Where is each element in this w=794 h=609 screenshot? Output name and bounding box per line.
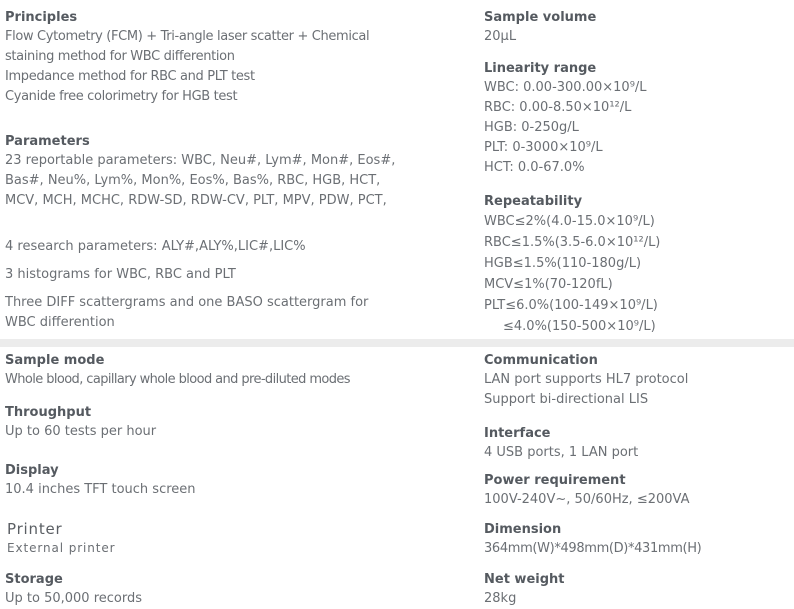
- principles-line: Flow Cytometry (FCM) + Tri-angle laser scatter + Chemical: [5, 29, 370, 44]
- repeatability-section: [484, 193, 660, 337]
- display-section: [5, 462, 196, 500]
- throughput-title: Throughput: [5, 405, 92, 420]
- communication-line: Support bi-directional LIS: [484, 392, 649, 407]
- principles-line: staining method for WBC differention: [5, 49, 235, 64]
- repeatability-line: PLT≤6.0%(100-149×10⁹/L): [484, 298, 658, 313]
- linearity-section: [484, 60, 647, 178]
- communication-line: LAN port supports HL7 protocol: [484, 372, 689, 387]
- printer-title: Printer: [7, 520, 63, 538]
- net-weight-title: Net weight: [484, 572, 565, 587]
- linearity-line: HCT: 0.0-67.0%: [484, 160, 585, 175]
- display-title: Display: [5, 463, 59, 478]
- sample-mode-value: Whole blood, capillary whole blood and pre-diluted modes: [5, 372, 350, 387]
- interface-title: Interface: [484, 426, 551, 441]
- power-section: [484, 472, 690, 510]
- dimension-title: Dimension: [484, 522, 562, 537]
- storage-title: Storage: [5, 572, 63, 587]
- linearity-line: WBC: 0.00-300.00×10⁹/L: [484, 80, 647, 95]
- histograms: [5, 265, 236, 285]
- parameters-line: MCV, MCH, MCHC, RDW-SD, RDW-CV, PLT, MPV, PDW, PCT,: [5, 193, 387, 208]
- throughput-section: [5, 404, 156, 442]
- principles-line: Impedance method for RBC and PLT test: [5, 69, 255, 84]
- communication-title: Communication: [484, 353, 598, 368]
- linearity-line: HGB: 0-250g/L: [484, 120, 579, 135]
- repeatability-line: RBC≤1.5%(3.5-6.0×10¹²/L): [484, 235, 661, 250]
- repeatability-line: WBC≤2%(4.0-15.0×10⁹/L): [484, 214, 655, 229]
- scattergrams: [5, 293, 368, 333]
- throughput-value: Up to 60 tests per hour: [5, 424, 157, 439]
- sample-volume-section: [484, 9, 596, 47]
- linearity-title: Linearity range: [484, 61, 597, 76]
- principles-line: Cyanide free colorimetry for HGB test: [5, 89, 238, 104]
- interface-section: [484, 425, 638, 463]
- interface-value: 4 USB ports, 1 LAN port: [484, 445, 639, 460]
- parameters-line: 23 reportable parameters: WBC, Neu#, Lym#, Mon#, Eos#,: [5, 153, 396, 168]
- net-weight-value: 28kg: [484, 591, 517, 606]
- communication-section: [484, 352, 688, 410]
- net-weight-section: [484, 571, 565, 609]
- linearity-line: RBC: 0.00-8.50×10¹²/L: [484, 100, 632, 115]
- repeatability-line: HGB≤1.5%(110-180g/L): [484, 256, 642, 271]
- display-value: 10.4 inches TFT touch screen: [5, 482, 196, 497]
- sample-volume-value: 20μL: [484, 29, 517, 44]
- sample-mode-title: Sample mode: [5, 353, 105, 368]
- principles-title: Principles: [5, 10, 78, 25]
- section-divider: [0, 339, 794, 347]
- printer-section: [7, 520, 116, 558]
- scatter-line: Three DIFF scattergrams and one BASO scattergram for: [5, 295, 369, 310]
- histograms-line: 3 histograms for WBC, RBC and PLT: [5, 267, 236, 282]
- parameters-title: Parameters: [5, 134, 90, 149]
- research-line: 4 research parameters: ALY#,ALY%,LIC#,LIC%: [5, 239, 306, 254]
- scatter-line: WBC differention: [5, 315, 115, 330]
- repeatability-title: Repeatability: [484, 194, 583, 209]
- dimension-value: 364mm(W)*498mm(D)*431mm(H): [484, 541, 702, 556]
- sample-mode-section: [5, 352, 350, 390]
- printer-value: External printer: [7, 541, 116, 555]
- parameters-section: [5, 133, 395, 211]
- dimension-section: [484, 521, 701, 559]
- principles-section: [5, 9, 369, 107]
- sample-volume-title: Sample volume: [484, 10, 597, 25]
- repeatability-line: MCV≤1%(70-120fL): [484, 277, 613, 292]
- power-value: 100V-240V~, 50/60Hz, ≤200VA: [484, 492, 690, 507]
- linearity-line: PLT: 0-3000×10⁹/L: [484, 140, 603, 155]
- storage-value: Up to 50,000 records: [5, 591, 143, 606]
- power-title: Power requirement: [484, 473, 626, 488]
- research-parameters: [5, 237, 306, 257]
- parameters-line: Bas#, Neu%, Lym%, Mon%, Eos%, Bas%, RBC, HGB, HCT,: [5, 173, 381, 188]
- repeatability-line: ≤4.0%(150-500×10⁹/L): [503, 319, 656, 334]
- storage-section: [5, 571, 142, 609]
